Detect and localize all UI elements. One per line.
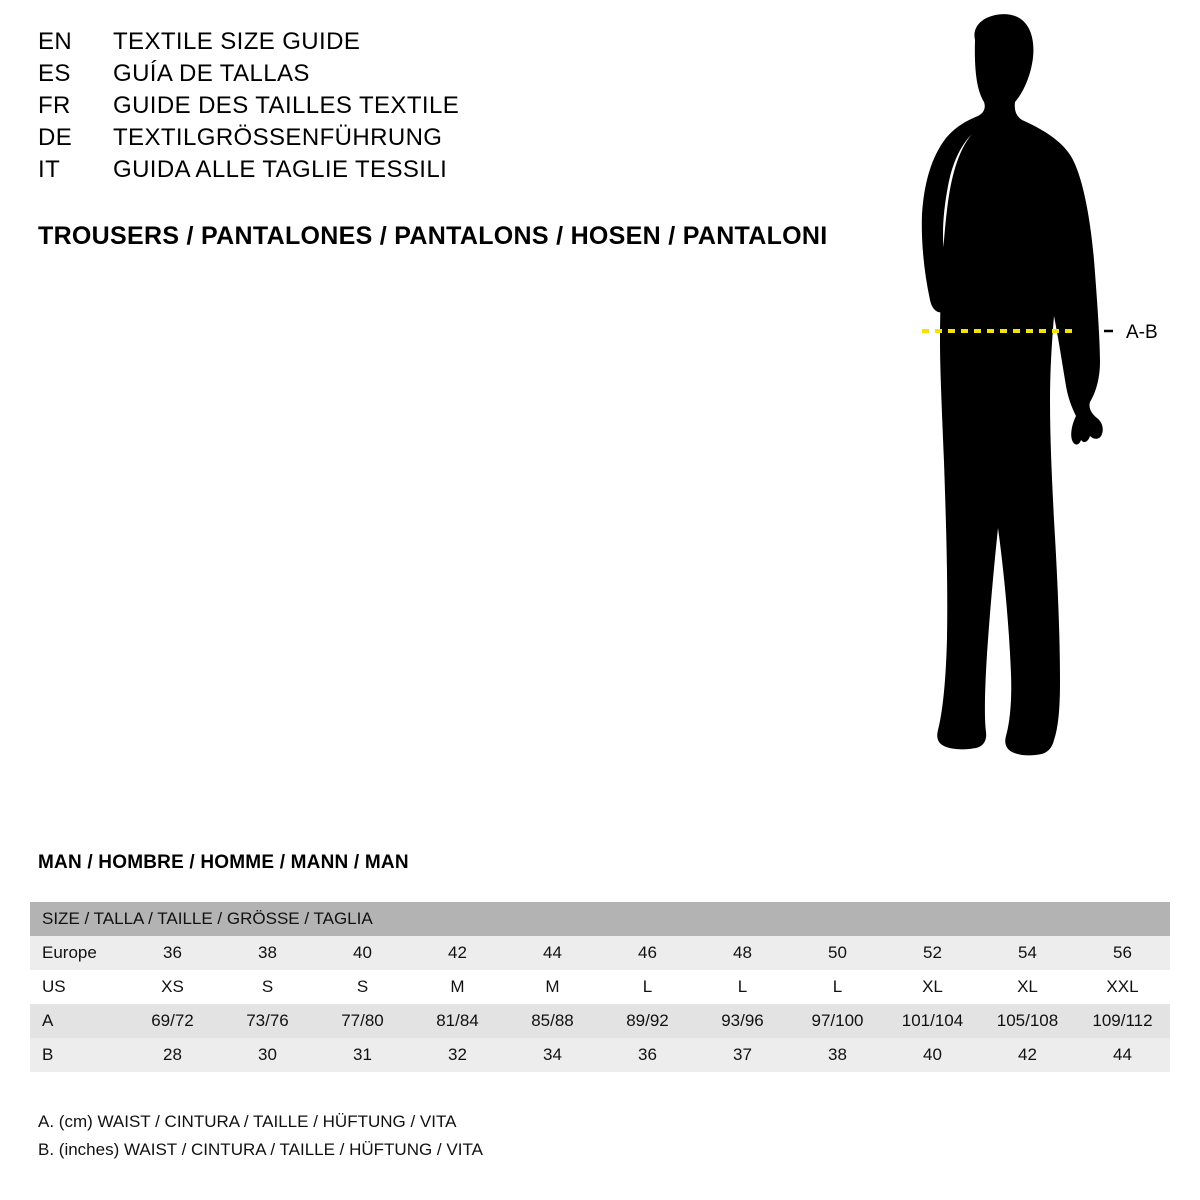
language-row	[38, 60, 798, 92]
figure-illustration	[800, 10, 1200, 800]
table-cell: S	[220, 970, 315, 1004]
language-text: GUIDA ALLE TAGLIE TESSILI	[113, 156, 448, 183]
table-cell: 40	[885, 1038, 980, 1072]
table-cell: XL	[885, 970, 980, 1004]
table-cell: 46	[600, 936, 695, 970]
table-cell: S	[315, 970, 410, 1004]
table-cell: L	[600, 970, 695, 1004]
table-cell: M	[410, 970, 505, 1004]
table-cell: L	[790, 970, 885, 1004]
table-cell: 36	[600, 1038, 695, 1072]
table-cell: XL	[980, 970, 1075, 1004]
table-cell: 56	[1075, 936, 1170, 970]
size-table-head	[30, 902, 1170, 936]
language-text: GUÍA DE TALLAS	[113, 60, 310, 87]
table-cell: 50	[790, 936, 885, 970]
male-silhouette-icon	[922, 14, 1103, 755]
footnote-b: B. (inches) WAIST / CINTURA / TAILLE / HÜFTUNG / VITA	[38, 1140, 483, 1159]
table-cell: 28	[125, 1038, 220, 1072]
language-code: IT	[38, 156, 61, 183]
table-cell: 38	[790, 1038, 885, 1072]
table-row	[30, 1004, 1170, 1038]
language-code: FR	[38, 92, 71, 119]
language-code: EN	[38, 28, 73, 55]
table-cell: 77/80	[315, 1004, 410, 1038]
table-cell: XXL	[1075, 970, 1170, 1004]
table-cell: 73/76	[220, 1004, 315, 1038]
table-cell: 69/72	[125, 1004, 220, 1038]
size-table-header-label: SIZE / TALLA / TAILLE / GRÖSSE / TAGLIA	[30, 902, 1170, 936]
row-label: A	[30, 1004, 125, 1038]
size-table-body	[30, 936, 1170, 1072]
gender-section-title: MAN / HOMBRE / HOMME / MANN / MAN	[38, 852, 409, 873]
table-cell: 36	[125, 936, 220, 970]
size-table	[30, 902, 1170, 1072]
table-cell: 40	[315, 936, 410, 970]
garment-type-title: TROUSERS / PANTALONES / PANTALONS / HOSEN / PANTALONI	[38, 222, 828, 250]
table-cell: XS	[125, 970, 220, 1004]
table-cell: 42	[980, 1038, 1075, 1072]
table-cell: 101/104	[885, 1004, 980, 1038]
language-text: TEXTILGRÖSSENFÜHRUNG	[113, 124, 443, 151]
table-row	[30, 970, 1170, 1004]
table-cell: M	[505, 970, 600, 1004]
language-text: TEXTILE SIZE GUIDE	[113, 28, 361, 55]
table-cell: 48	[695, 936, 790, 970]
table-cell: 81/84	[410, 1004, 505, 1038]
language-row	[38, 28, 798, 60]
table-cell: 89/92	[600, 1004, 695, 1038]
table-cell: 44	[1075, 1038, 1170, 1072]
table-cell: 31	[315, 1038, 410, 1072]
table-cell: 97/100	[790, 1004, 885, 1038]
row-label: US	[30, 970, 125, 1004]
table-cell: L	[695, 970, 790, 1004]
row-label: Europe	[30, 936, 125, 970]
table-cell: 32	[410, 1038, 505, 1072]
table-cell: 42	[410, 936, 505, 970]
table-cell: 30	[220, 1038, 315, 1072]
table-cell: 37	[695, 1038, 790, 1072]
language-list	[38, 28, 798, 188]
language-text: GUIDE DES TAILLES TEXTILE	[113, 92, 460, 119]
measure-label-ab: A-B	[1126, 322, 1158, 343]
table-header-row	[30, 902, 1170, 936]
language-code: DE	[38, 124, 73, 151]
footnotes	[38, 1108, 938, 1164]
language-code: ES	[38, 60, 71, 87]
table-cell: 38	[220, 936, 315, 970]
language-row	[38, 124, 798, 156]
table-cell: 105/108	[980, 1004, 1075, 1038]
table-cell: 52	[885, 936, 980, 970]
row-label: B	[30, 1038, 125, 1072]
table-cell: 44	[505, 936, 600, 970]
table-row	[30, 1038, 1170, 1072]
table-cell: 34	[505, 1038, 600, 1072]
table-cell: 93/96	[695, 1004, 790, 1038]
table-row	[30, 936, 1170, 970]
footnote-a: A. (cm) WAIST / CINTURA / TAILLE / HÜFTUNG / VITA	[38, 1112, 457, 1131]
table-cell: 109/112	[1075, 1004, 1170, 1038]
table-cell: 54	[980, 936, 1075, 970]
language-row	[38, 92, 798, 124]
table-cell: 85/88	[505, 1004, 600, 1038]
language-row	[38, 156, 798, 188]
